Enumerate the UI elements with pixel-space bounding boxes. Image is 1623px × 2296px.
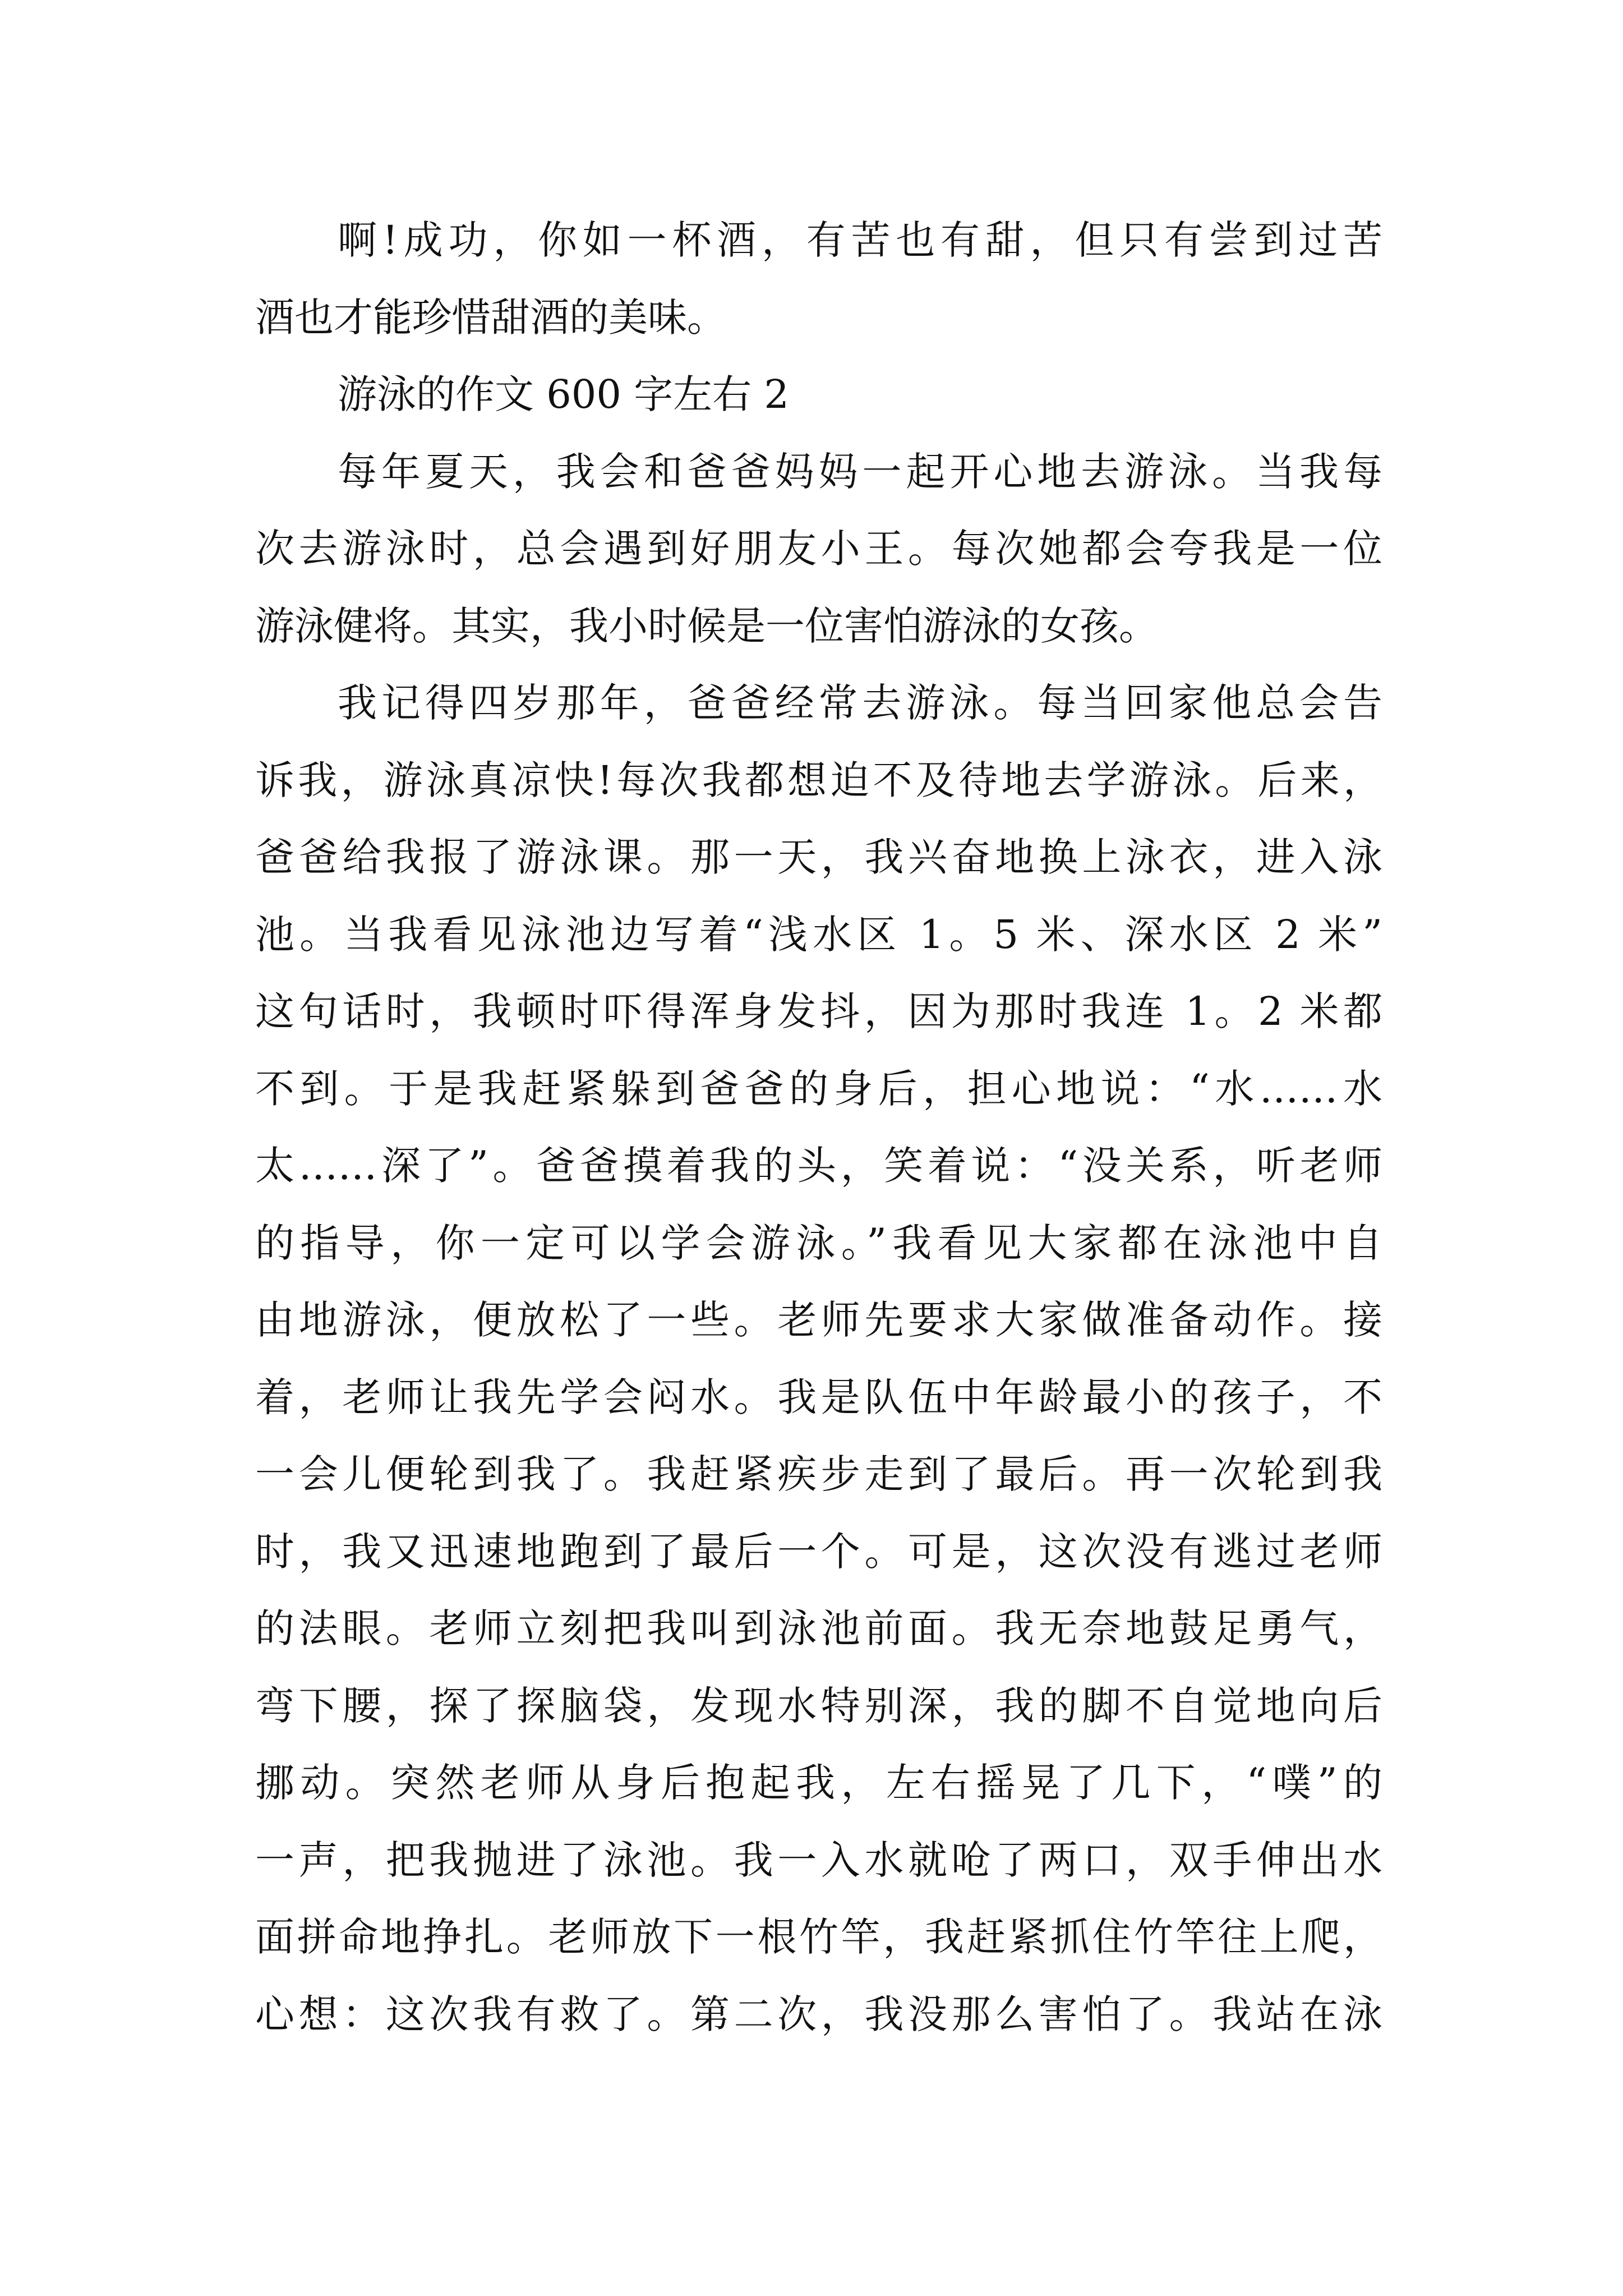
text-line: 次去游泳时，总会遇到好朋友小王。每次她都会夸我是一位 — [255, 526, 1382, 572]
text-line: 诉我，游泳真凉快!每次我都想迫不及待地去学游泳。后来， — [255, 757, 1382, 803]
text-line: 太……深了”。爸爸摸着我的头，笑着说：“没关系，听老师 — [255, 1143, 1382, 1189]
text-line: 弯下腰，探了探脑袋，发现水特别深，我的脚不自觉地向后 — [255, 1682, 1382, 1729]
essay-title: 游泳的作文 600 字左右 2 — [338, 371, 789, 417]
text-line: 的指导，你一定可以学会游泳。”我看见大家都在泳池中自 — [255, 1220, 1382, 1266]
text-line: 游泳健将。其实，我小时候是一位害怕游泳的女孩。 — [255, 602, 1158, 649]
text-line: 挪动。突然老师从身后抱起我，左右摇晃了几下，“噗”的 — [255, 1760, 1382, 1806]
text-line: 爸爸给我报了游泳课。那一天，我兴奋地换上泳衣，进入泳 — [255, 834, 1382, 880]
text-line: 我记得四岁那年，爸爸经常去游泳。每当回家他总会告 — [338, 680, 1382, 726]
text-line: 面拼命地挣扎。老师放下一根竹竿，我赶紧抓住竹竿往上爬， — [255, 1914, 1382, 1960]
text-line: 由地游泳，便放松了一些。老师先要求大家做准备动作。接 — [255, 1297, 1382, 1343]
text-line: 这句话时，我顿时吓得浑身发抖，因为那时我连 1。2 米都 — [255, 988, 1382, 1034]
text-line: 每年夏天，我会和爸爸妈妈一起开心地去游泳。当我每 — [338, 448, 1382, 495]
text-line: 啊!成功，你如一杯酒，有苦也有甜，但只有尝到过苦 — [338, 217, 1382, 263]
paragraph-closing — [255, 202, 1382, 356]
text-line: 酒也才能珍惜甜酒的美味。 — [255, 294, 726, 341]
paragraph-story — [255, 665, 1382, 2053]
text-line: 池。当我看见泳池边写着“浅水区 1。5 米、深水区 2 米” — [255, 911, 1382, 958]
document-body — [255, 202, 1382, 2053]
text-line: 一会儿便轮到我了。我赶紧疾步走到了最后。再一次轮到我 — [255, 1451, 1382, 1497]
text-line: 的法眼。老师立刻把我叫到泳池前面。我无奈地鼓足勇气， — [255, 1605, 1382, 1651]
essay-heading — [255, 356, 1382, 434]
text-line: 心想：这次我有救了。第二次，我没那么害怕了。我站在泳 — [255, 1991, 1382, 2037]
text-line: 不到。于是我赶紧躲到爸爸的身后，担心地说：“水……水 — [255, 1065, 1382, 1112]
text-line: 着，老师让我先学会闷水。我是队伍中年龄最小的孩子，不 — [255, 1374, 1382, 1420]
text-line: 时，我又迅速地跑到了最后一个。可是，这次没有逃过老师 — [255, 1528, 1382, 1575]
paragraph-intro — [255, 434, 1382, 665]
text-line: 一声，把我抛进了泳池。我一入水就呛了两口，双手伸出水 — [255, 1837, 1382, 1883]
